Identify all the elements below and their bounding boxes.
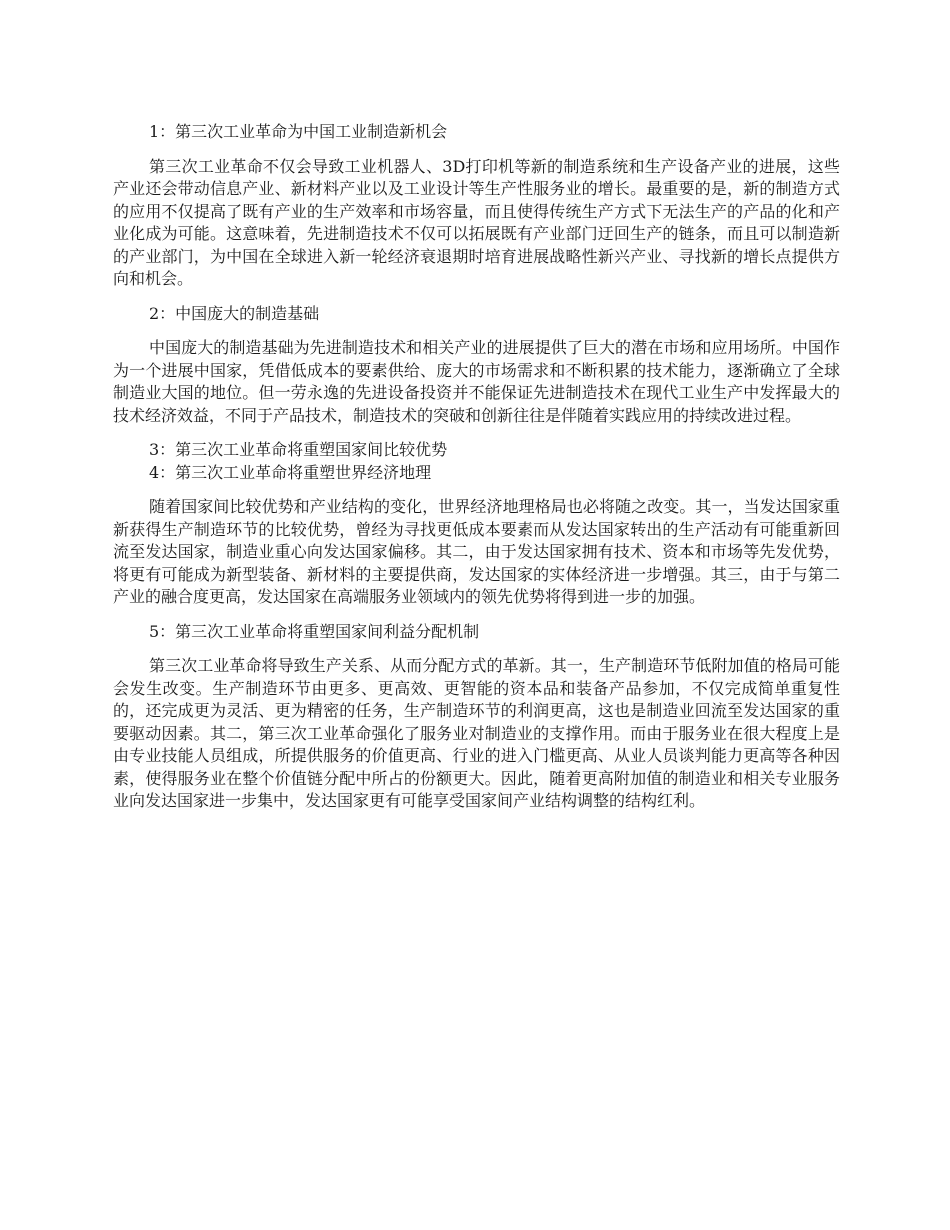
section-4-body: 随着国家间比较优势和产业结构的变化，世界经济地理格局也必将随之改变。其一，当发达国家重新获得生产制造环节的比较优势，曾经为寻找更低成本要素而从发达国家转出的生产活动有可能重新回流至发达国家，制造业重心向发达国家偏移。其二，由于发达国家拥有技术、资本和市场等先发优势，将更有可能成为新型装备、新材料的主要提供商，发达国家的实体经济进一步增强。其三，由于与第二产业的融合度更高，发达国家在高端服务业领域内的领先优势将得到进一步的加强。 (113, 497, 840, 606)
section-2-body: 中国庞大的制造基础为先进制造技术和相关产业的进展提供了巨大的潜在市场和应用场所。中国作为一个进展中国家，凭借低成本的要素供给、庞大的市场需求和不断积累的技术能力，逐渐确立了全球制造业大国的地位。但一劳永逸的先进设备投资并不能保证先进制造技术在现代工业生产中发挥最大的技术经济效益，不同于产品技术，制造技术的突破和创新往往是伴随着实践应用的持续改进过程。 (113, 338, 840, 425)
section-1-body: 第三次工业革命不仅会导致工业机器人、3D打印机等新的制造系统和生产设备产业的进展，这些产业还会带动信息产业、新材料产业以及工业设计等生产性服务业的增长。最重要的是，新的制造方式的应用不仅提高了既有产业的生产效率和市场容量，而且使得传统生产方式下无法生产的产品的化和产业化成为可能。这意味着，先进制造技术不仅可以拓展既有产业部门迂回生产的链条，而且可以制造新的产业部门，为中国在全球进入新一轮经济衰退期时培育进展战略性新兴产业、寻找新的增长点提供方向和机会。 (113, 156, 840, 288)
section-5-body: 第三次工业革命将导致生产关系、从而分配方式的革新。其一，生产制造环节低附加值的格局可能会发生改变。生产制造环节由更多、更高效、更智能的资本品和装备产品参加，不仅完成简单重复性的，还完成更为灵活、更为精密的任务，生产制造环节的利润更高，这也是制造业回流至发达国家的重要驱动因素。其二，第三次工业革命强化了服务业对制造业的支撑作用。而由于服务业在很大程度上是由专业技能人员组成，所提供服务的价值更高、行业的进入门槛更高、从业人员谈判能力更高等各种因素，使得服务业在整个价值链分配中所占的份额更大。因此，随着更高附加值的制造业和相关专业服务业向发达国家进一步集中，发达国家更有可能享受国家间产业结构调整的结构红利。 (113, 656, 840, 810)
section-5-heading: 5：第三次工业革命将重塑国家间利益分配机制 (149, 621, 480, 641)
section-2-heading: 2：中国庞大的制造基础 (149, 303, 320, 323)
section-3-heading: 3：第三次工业革命将重塑国家间比较优势 (149, 440, 448, 459)
section-4-heading: 4：第三次工业革命将重塑世界经济地理 (149, 462, 432, 482)
section-1-heading: 1：第三次工业革命为中国工业制造新机会 (149, 122, 448, 141)
document-page (113, 121, 840, 813)
